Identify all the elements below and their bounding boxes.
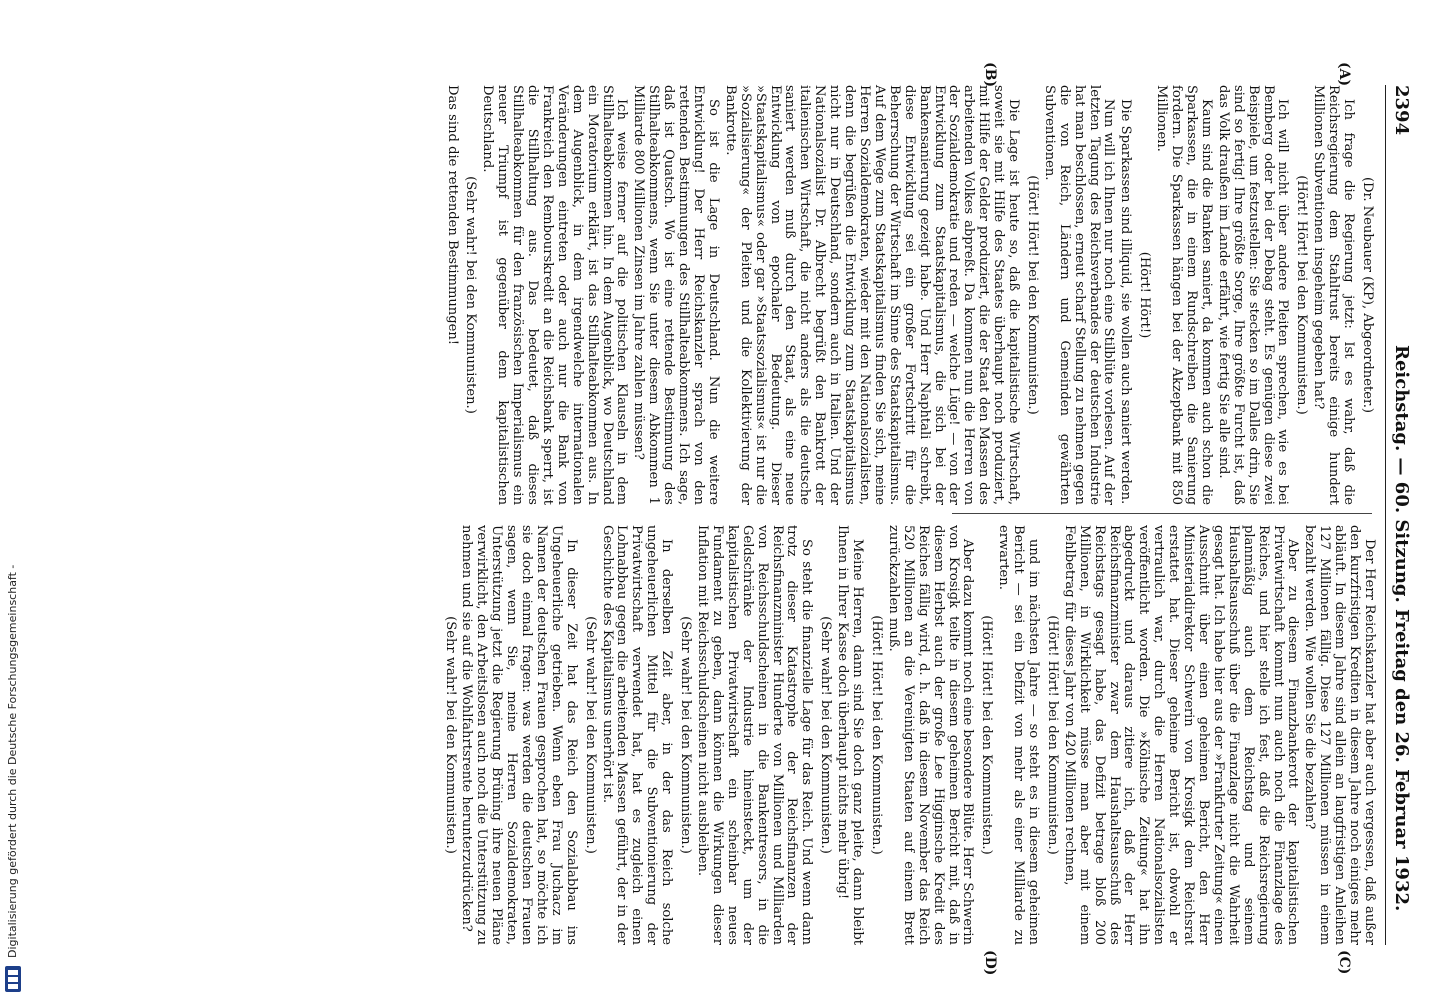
left-column xyxy=(442,85,1376,505)
paragraph: Das sind die rettenden Bestimmungen! xyxy=(444,85,460,346)
paragraph: Die Sparkassen sind illiquid, sie wollen auch saniert werden. xyxy=(1118,99,1134,505)
paragraph: Ich will nicht über andere Pleiten sprechen, wie es bei Bemberg oder bei der Debag steht. Es genügen diese zwei Beispiele, um festzustellen: Sie stecken so im Dalles drin, Sie sind so fertig! Ihre größte Sorge, Ihre größte Furcht ist, daß das Volk draußen im Lande erfährt, wie fertig Sie alle sind. xyxy=(1215,85,1291,505)
interjection: (Sehr wahr! bei den Kommunisten.) xyxy=(582,616,598,854)
interjection: (Sehr wahr! bei den Kommunisten.) xyxy=(818,616,834,854)
interjection: (Hört! Hört!) xyxy=(1137,251,1153,339)
paragraph: Kaum sind die Banken saniert, da kommen auch schon die Sparkassen, die in einem Rundschreiben die Sanierung fordern. Die Sparkassen hängen bei der Akzeptbank mit 850 Millionen. xyxy=(1154,85,1214,505)
dfg-logo-icon xyxy=(5,966,21,992)
paragraph: Ich frage die Regierung jetzt: Ist es wahr, daß die Reichsregierung dem Stahltrust bereits einige hundert Millionen Subventionen insgeheim gegeben hat? xyxy=(1311,85,1357,505)
interjection: (Sehr wahr! bei den Kommunisten.) xyxy=(442,616,458,854)
paragraph: So ist die Lage in Deutschland. Nun die weitere Entwicklung! Der Herr Reichskanzler sprach von den rettenden Bestimmungen des Stillhalteabkommens. Ich sage, daß ist Quatsch. Wo ist eine rettende Bestimmung des Stillhalteabkommens, wenn Sie unter diesem Abkommen 1 Milliarde 800 Millionen Zinsen im Jahre zahlen müssen? xyxy=(631,85,721,505)
page-header-title: Reichstag. — 60. Sitzung. Freitag den 26. Februar 1932. xyxy=(1391,345,1412,912)
margin-marker-c: (C) xyxy=(1336,950,1352,975)
interjection: (Hört! Hört! bei den Kommunisten.) xyxy=(1044,615,1060,855)
column-divider xyxy=(952,513,1372,514)
paragraph: Ich weise ferner auf die politischen Klauseln in dem Stillhalteabkommen hin. In dem Augenblick, wo Deutschland ein Moratorium erklärt, ist das Stillhalteabkommen aus. In dem Augenblick, in dem irgendwelche internationalen Veränderungen eintreten oder auch nur die Bank von Frankreich den Rembourskredit an die Reichsbank sperrt, ist die Stillhaltung aus. Das bedeutet, daß dieses Stillhalteabkommen für den französischen Imperialismus ein neuer Triumpf ist gegenüber dem kapitalistischen Deutschland. xyxy=(480,85,630,505)
digitization-credit: Digitalisierung gefördert durch die Deutsche Forschungsgemeinschaft - xyxy=(6,564,19,958)
paragraph: In derselben Zeit aber, in der das Reich solche ungeheuerlichen Mittel für die Subventionierung der Privatwirtschaft verwendet hat, hat es zugleich einen Lohnabbau gegen die arbeitenden Massen geführt, der in der Geschichte des Kapitalismus unerhört ist. xyxy=(599,525,675,945)
interjection: (Sehr wahr! bei den Kommunisten.) xyxy=(463,176,479,414)
paragraph: Nun will ich Ihnen nur noch eine Stilblüte vorlesen. Auf der letzten Tagung des Reichsverbandes der deutschen Industrie hat man beschlossen, erneut scharf Stellung zu nehmen gegen die von Reich, Ländern und Gemeinden gewährten Subventionen. xyxy=(1041,85,1117,505)
interjection: (Hört! Hört! bei den Kommunisten.) xyxy=(869,615,884,855)
margin-marker-a: (A) xyxy=(1336,62,1352,87)
paragraph: Aber dazu kommt noch eine besondere Blüte. Herr Schwerin von Krosigk teilte in diesem geheimen Bericht mit, daß in diesem Herbst auch der große Lee Higginsche Kredit des Reiches fällig wird, d. h. daß in diesem November das Reich 520 Millionen an die Vereinigten Staaten auf einem Brett zurückzahlen muß. xyxy=(885,525,976,945)
paragraph: So steht die finanzielle Lage für das Reich. Und wenn dann trotz dieser Katastrophe der Reichsfinanzen der Reichsfinanzminister Hunderte von Millionen und Milliarden von Reichsschuldscheinen in die Bankentresors, in die Geldschränke der Industrie hineinsteckt, um der kapitalistischen Privatwirtschaft ein scheinbar neues Fundament zu geben, dann können die Wirkungen dieser Inflation mit Reichsschuldscheinen nicht ausbleiben. xyxy=(695,525,815,945)
speaker-line: (Dr. Neubauer (KP), Abgeordneter.) xyxy=(1360,176,1375,414)
paragraph: und im nächsten Jahre — so steht es in diesem geheimen Bericht — sei ein Defizit von mehr als einer Milliarde zu erwarten. xyxy=(996,525,1042,945)
page-number: 2394 xyxy=(1391,85,1412,136)
interjection: (Sehr wahr! bei den Kommunisten.) xyxy=(678,616,694,854)
right-column xyxy=(438,525,1376,945)
paragraph: Aber zu diesem Finanzbankerott der kapitalistischen Privatwirtschaft kommt nun auch noch die Finanzlage des Reiches, und hier stelle ich fest, daß die Reichsregierung planmäßig auch dem Reichstag und seinem Haushaltsausschuß über die Finanzlage nicht die Wahrheit gesagt hat. Ich habe hier aus der »Frankfurter Zeitung« einen Ausschnitt über einen geheimen Bericht, den Herr Ministerialdirektor Schwerin von Krosigk dem Reichsrat erstattet hat. Dieser geheime Bericht ist, obwohl er vertraulich war, durch die Herren Nationalsozialisten veröffentlicht worden. Die »Kölnische Zeitung« hat ihn abgedruckt und daraus zitiere ich, daß der Herr Reichsfinanzminister zwar dem Haushaltsausschuß des Reichstags gesagt habe, das Defizit betrage bloß 200 Millionen, in Wirklichkeit müsse man aber mit einem Fehlbetrag für dieses Jahr von 420 Millionen rechnen, xyxy=(1061,525,1301,945)
margin-marker-d: (D) xyxy=(982,950,998,976)
paragraph: Der Herr Reichskanzler hat aber auch vergessen, daß außer den kurzfristigen Krediten in diesem Jahre noch einiges mehr abläuft. In diesem Jahre sind allein an langfristigen Anleihen 127 Millionen fällig. Diese 127 Millionen müssen in einem bezahlt werden. Wie wollen Sie die bezahlen? xyxy=(1302,525,1377,945)
paragraph: Die Lage ist heute so, daß die kapitalistische Wirtschaft, soweit sie mit Hilfe des Staates überhaupt noch produziert, mit Hilfe der Gelder produziert, die der Staat den Massen des arbeitenden Volkes abpreßt. Da kommen nun die Herren von der Sozialdemokratie und reden — welche Lüge! — von der Entwicklung zum Staatskapitalismus, die sich bei der Bankensanierung gezeigt habe. Und Herr Naphtali schreibt, diese Entwicklung sei ein großer Fortschritt für die Beherrschung der Wirtschaft im Sinne des Staatskapitalismus. Auf dem Wege zum Staatskapitalismus finden Sie sich, meine Herren Sozialdemokraten, wieder mit den Nationalsozialisten, denn die begrüßen die Entwicklung zum Staatskapitalismus nicht nur in Deutschland, sondern auch in Italien. Und der Nationalsozialist Dr. Albrecht begrüßt den Bankrott der italienischen Wirtschaft, die nicht anders als die deutsche saniert werden muß durch den Staat, als eine neue Entwicklung von epochaler Bedeutung. Dieser »Staatskapitalismus« oder gar »Staatssozialismus« ist nur die »Sozialisierung« der Pleiten und die Kollektivierung der Bankrotte. xyxy=(722,85,1022,505)
paragraph: Meine Herren, dann sind Sie doch ganz pleite, dann bleibt Ihnen in Ihrer Kasse doch überhaupt nichts mehr übrig! xyxy=(835,525,866,945)
paragraph: In dieser Zeit hat das Reich den Sozialabbau ins Ungeheuerliche getrieben. Wenn eben Frau Juchacz im Namen der deutschen Frauen gesprochen hat, so möchte ich sie doch einmal fragen: was werden die deutschen Frauen sagen, wenn Sie, meine Herren Sozialdemokraten, Unterstützung jetzt die Regierung Brüning ihre neuen Pläne verwirklicht, den Arbeitslosen auch noch die Unterstützung zu nehmen und sie auf die Wohlfahrtsrente herunterzudrücken? xyxy=(459,525,579,945)
margin-marker-b: (B) xyxy=(982,62,998,88)
interjection: (Hört! Hört! bei den Kommunisten.) xyxy=(1024,175,1040,415)
interjection: (Hört! Hört! bei den Kommunisten.) xyxy=(1294,175,1310,415)
page-header xyxy=(1385,85,1412,945)
interjection: (Hört! Hört! bei den Kommunisten.) xyxy=(979,615,995,855)
